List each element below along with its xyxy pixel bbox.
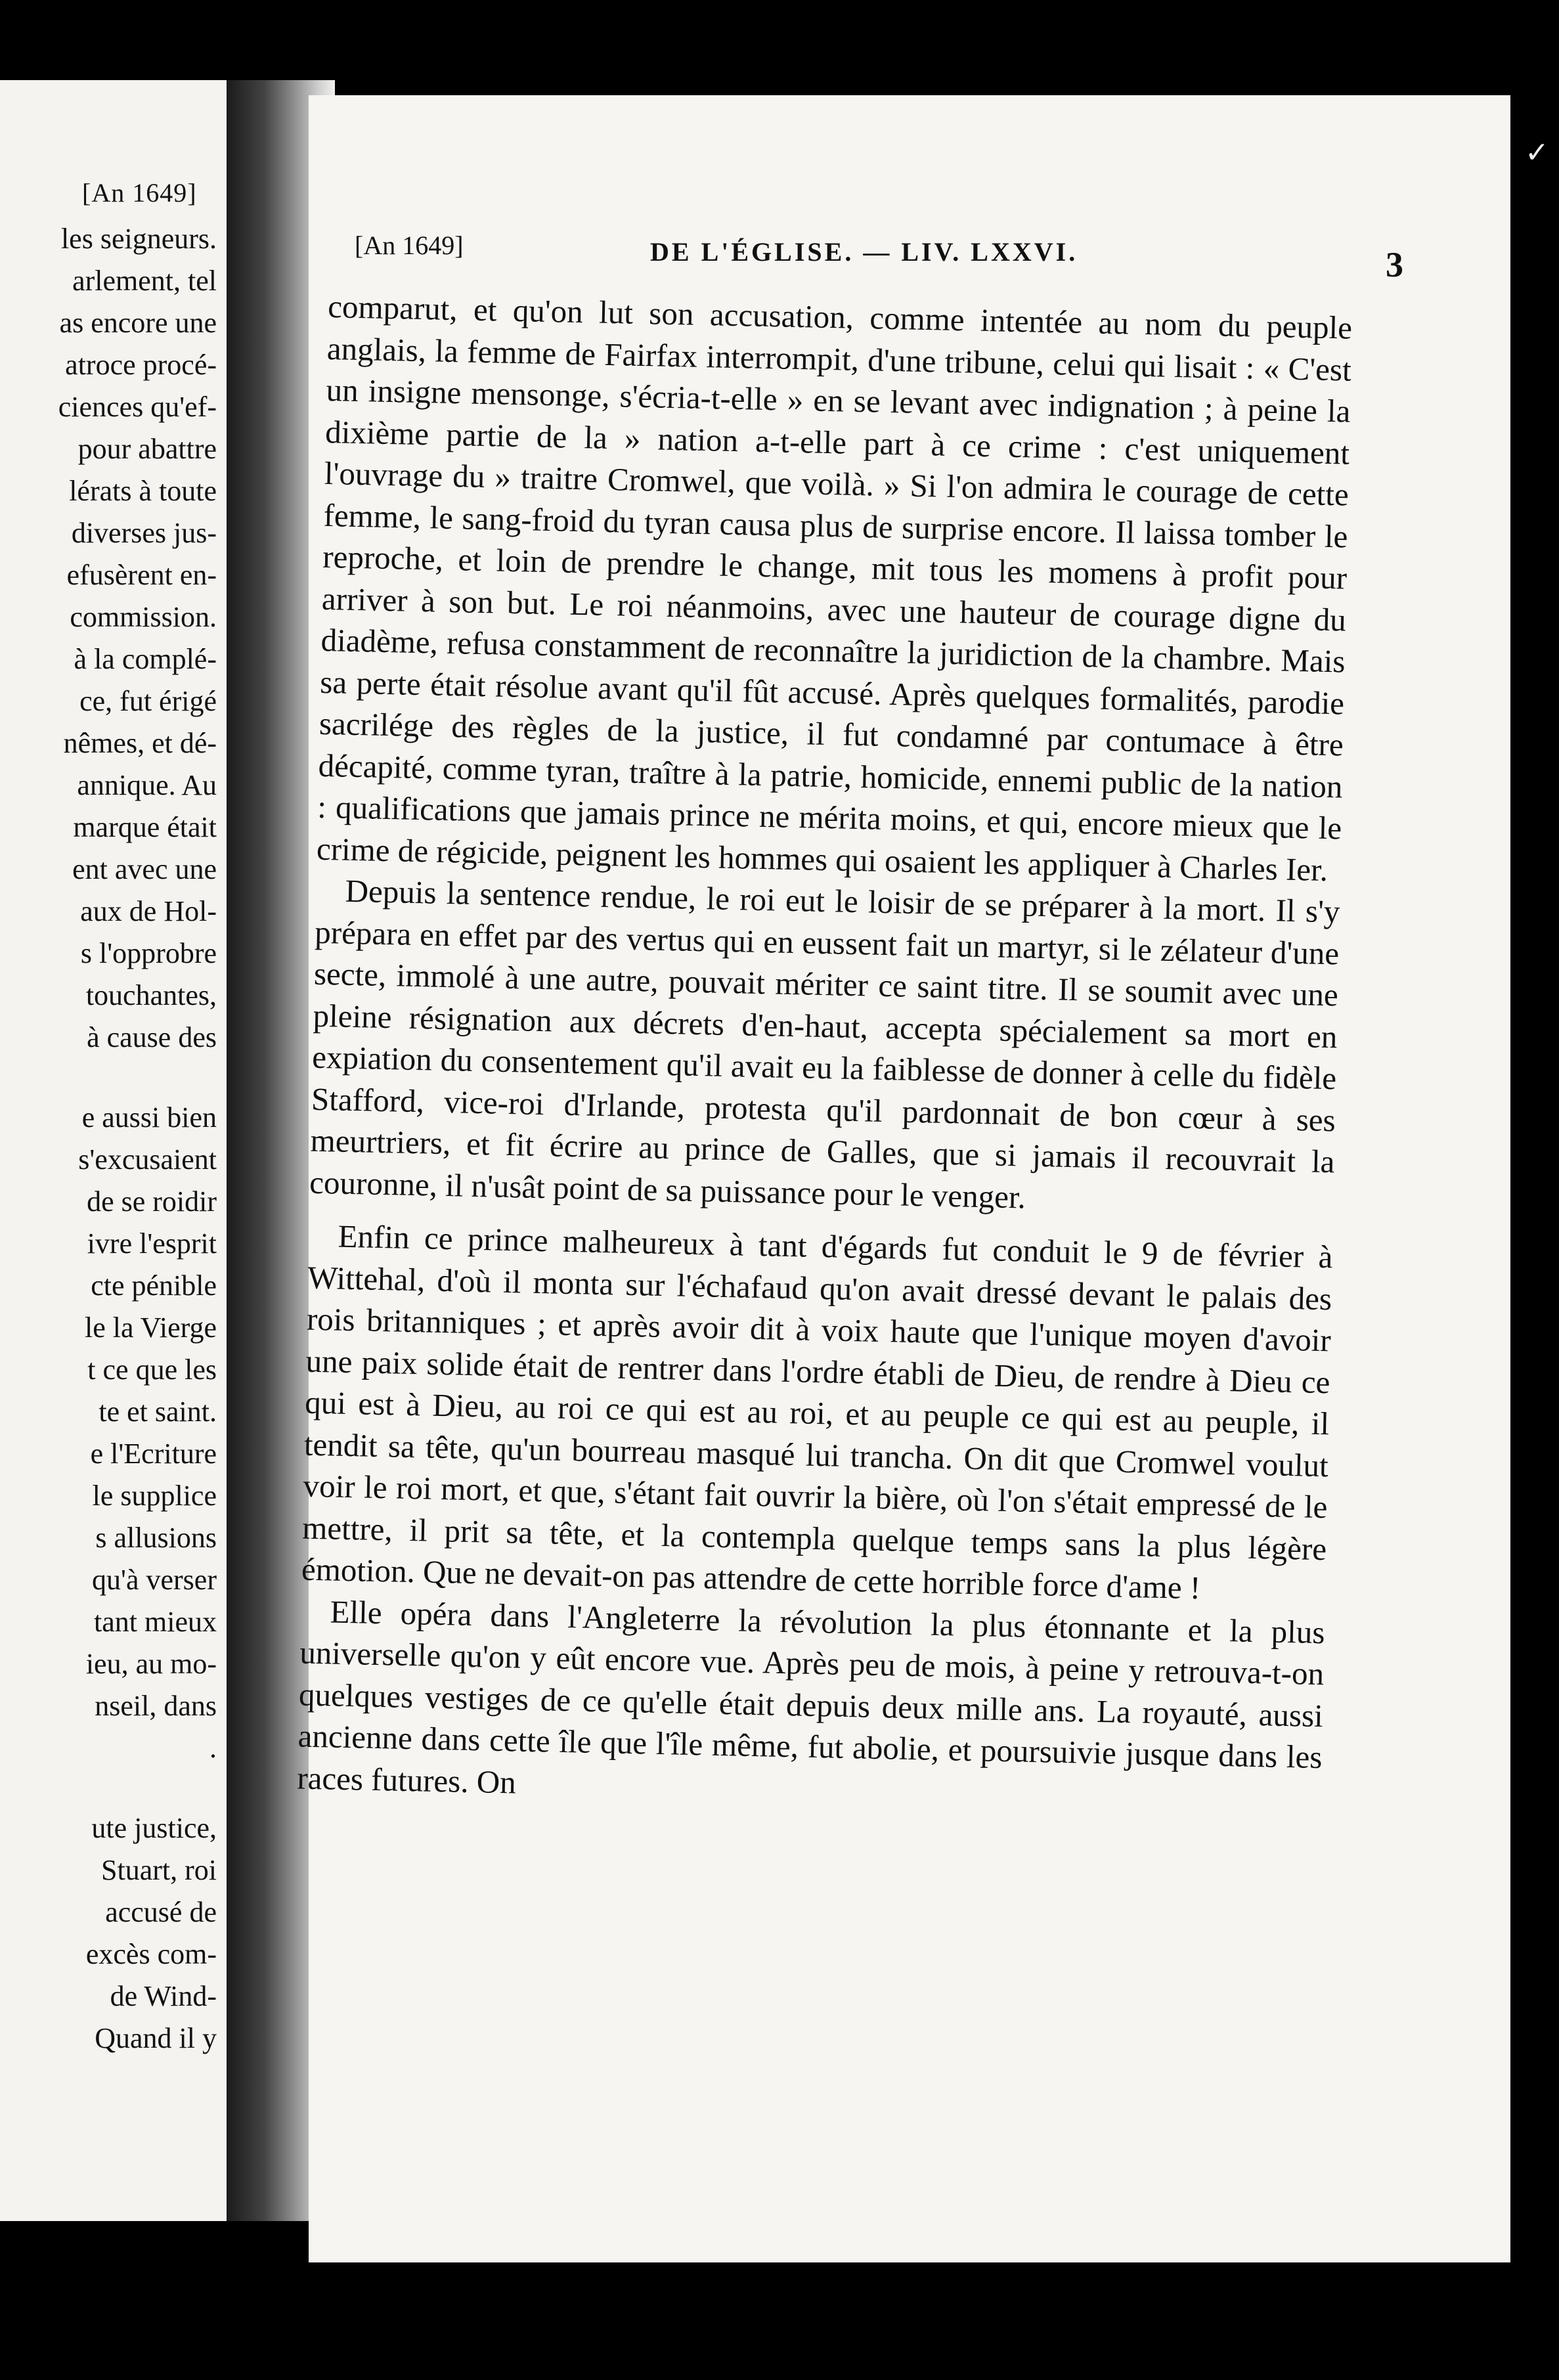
left-page-line: qu'à verser — [92, 1564, 217, 1596]
left-page-line: atroce procé- — [65, 349, 217, 381]
left-page-line: t ce que les — [87, 1354, 217, 1386]
left-page-line: accusé de — [105, 1896, 217, 1928]
body-text — [297, 286, 1353, 1820]
header-title: DE L'ÉGLISE. — LIV. LXXVI. — [650, 237, 1078, 267]
left-page-line: ivre l'esprit — [87, 1227, 217, 1260]
left-page-line: nseil, dans — [95, 1690, 217, 1722]
left-page-line: aux de Hol- — [80, 895, 217, 927]
left-page-line: s allusions — [95, 1522, 217, 1554]
left-page-line: lérats à toute — [69, 475, 217, 507]
left-page-line: . — [209, 1732, 217, 1764]
left-page-line: Stuart, roi — [101, 1854, 217, 1886]
left-page-line: efusèrent en- — [66, 559, 217, 591]
left-page-line: e l'Ecriture — [90, 1438, 217, 1470]
left-page-line: arlement, tel — [72, 265, 217, 297]
page-number: 3 — [1386, 245, 1403, 284]
paragraph-4: Elle opéra dans l'Angleterre la révolution la plus étonnante et la plus universelle qu'on y eût encore vue. Après peu de mois, à peine y retrouva-t-on quelques vestiges de ce qu'elle était depuis deux mille ans. La royauté, aussi ancienne dans cette île que l'île même, fut abolie, et poursuivie jusque dans les races futures. On — [296, 1593, 1325, 1800]
left-page-line: de se roidir — [87, 1185, 217, 1218]
left-page-line — [0, 1769, 217, 1807]
left-page-line: le la Vierge — [85, 1311, 217, 1344]
left-page-line: ciences qu'ef- — [58, 391, 217, 423]
left-page-line: à cause des — [87, 1021, 217, 1053]
left-page-line: s l'opprobre — [80, 937, 217, 969]
left-page-line: excès com- — [85, 1938, 217, 1970]
left-page-line: commission. — [70, 601, 217, 633]
left-page-line: annique. Au — [77, 769, 217, 801]
left-page-line: te et saint. — [99, 1396, 217, 1428]
left-page-fragment — [0, 80, 227, 2221]
left-page-line: ieu, au mo- — [85, 1648, 217, 1680]
left-page-line: le supplice — [92, 1480, 217, 1512]
left-page-line: Quand il y — [95, 2022, 217, 2054]
left-page-line: ute justice, — [91, 1812, 217, 1844]
left-page-line: les seigneurs. — [60, 223, 217, 255]
left-page-text — [0, 218, 217, 2060]
paragraph-1: comparut, et qu'on lut son accusation, comme intentée au nom du peuple anglais, la femme de Fairfax interrompit, d'une tribune, celui qui lisait : « C'est un insigne mensonge, s'écria-t-elle » en se levant avec indignation ; à peine la dixième partie de la » nation a-t-elle part à ce crime : c'est uniquement l'ouvrage du » traitre Cromwel, que voilà. » Si l'on admira le courage de cette femme, le sang-froid du tyran causa plus de surprise encore. Il laissa tomber le reproche, et loin de prendre le change, mit tous les momens à profit pour arriver à son but. Le roi néanmoins, avec une hauteur de courage digne du diadème, refusa constamment de reconnaître la juridiction de la chambre. Mais sa perte était résolue avant qu'il fût accusé. Après quelques formalités, parodie sacrilége des règles de la justice, il fut condamné par contumace à être décapité, comme tyran, traître à la patrie, homicide, ennemi public de la nation : qualifications que jamais prince ne mérita moins, et qui, encore mieux que le crime de régicide, peignent les hommes qui osaient les appliquer à Charles Ier. — [316, 288, 1353, 888]
left-page-line: de Wind- — [110, 1980, 217, 2012]
left-page-line: ce, fut érigé — [79, 685, 217, 717]
left-page-line — [0, 1059, 217, 1097]
left-page-line: touchantes, — [85, 979, 217, 1011]
left-page-line: s'excusaient — [78, 1143, 217, 1176]
left-page-line: nêmes, et dé- — [63, 727, 217, 759]
left-running-head: [An 1649] — [82, 178, 197, 208]
paragraph-3: Enfin ce prince malheureux à tant d'égards fut conduit le 9 de février à Wittehal, d'où il monta sur l'échafaud qu'on avait dressé devant le palais des rois britanniques ; et après avoir dit à voix haute que l'unique moyen d'avoir une paix solide était de rentrer dans l'ordre établi de Dieu, de rendre à Dieu ce qui est à Dieu, au roi ce qui est au roi, et au peuple ce qui est au peuple, il tendit sa tête, qu'un bourreau masqué lui trancha. On dit que Cromwel voulut voir le roi mort, et que, s'étant fait ouvrir la bière, où l'on s'était empressé de le mettre, il prit sa tête, et la contempla quelque temps sans la plus légère émotion. Que ne devait-on pas attendre de cette horrible force d'ame ! — [301, 1218, 1333, 1606]
right-page — [296, 95, 1549, 2262]
left-page-line: pour abattre — [77, 433, 217, 465]
left-page-line: à la complé- — [74, 643, 217, 675]
left-page-line: diverses jus- — [71, 517, 217, 549]
corner-mark: ✓ — [1525, 137, 1549, 169]
left-page-line: e aussi bien — [81, 1101, 217, 1134]
left-page-line: ent avec une — [72, 853, 217, 885]
left-page-line: cte pénible — [91, 1269, 217, 1302]
left-page-line: as encore une — [59, 307, 217, 339]
paragraph-2: Depuis la sentence rendue, le roi eut le loisir de se préparer à la mort. Il s'y prépara en effet par des vertus qui en eussent fait un martyr, si le zélateur d'une secte, immolé à une autre, pouvait mériter ce saint titre. Il se soumit avec une pleine résignation aux décrets d'en-haut, accepta spécialement sa mort en expiation du consentement qu'il avait eu la faiblesse de donner à celle du fidèle Stafford, vice-roi d'Irlande, protesta qu'il pardonnait de bon cœur à ses meurtriers, et fit écrire au prince de Galles, que si jamais il recouvrait la couronne, il n'usât point de sa puissance pour le venger. — [309, 872, 1340, 1216]
header-year: [An 1649] — [355, 231, 464, 260]
left-page-line: marque était — [73, 811, 217, 843]
left-page-line: tant mieux — [94, 1606, 217, 1638]
